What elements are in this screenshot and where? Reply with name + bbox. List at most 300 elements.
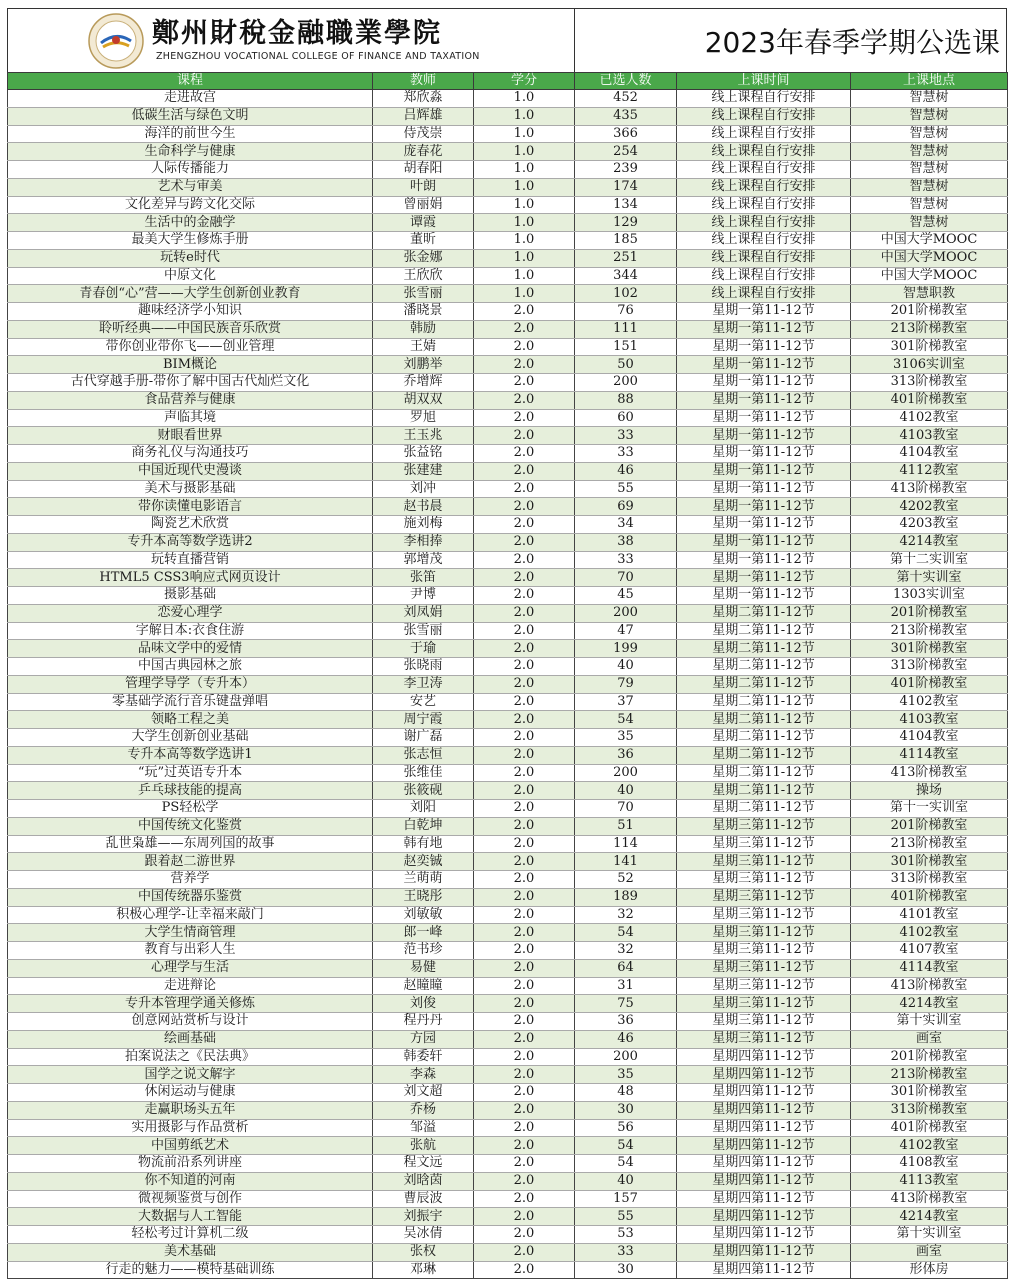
cell-teacher: 兰萌萌 <box>373 871 474 889</box>
school-name-en: ZHENGZHOU VOCATIONAL COLLEGE OF FINANCE AND TAXATION <box>156 50 480 62</box>
cell-teacher: 韩励 <box>373 320 474 338</box>
cell-course: “玩”过英语专升本 <box>8 764 373 782</box>
cell-enrolled: 46 <box>575 462 677 480</box>
table-row <box>8 516 1008 534</box>
cell-time: 线上课程自行安排 <box>677 232 851 250</box>
cell-enrolled: 34 <box>575 516 677 534</box>
cell-course: 走进故宫 <box>8 90 373 108</box>
cell-time: 星期一第11-12节 <box>677 498 851 516</box>
cell-credit: 1.0 <box>474 214 575 232</box>
cell-teacher: 张建建 <box>373 462 474 480</box>
cell-credit: 2.0 <box>474 409 575 427</box>
cell-time: 星期二第11-12节 <box>677 746 851 764</box>
cell-time: 线上课程自行安排 <box>677 196 851 214</box>
cell-course: 带你创业带你飞——创业管理 <box>8 338 373 356</box>
cell-teacher: 刘文超 <box>373 1084 474 1102</box>
cell-time: 星期二第11-12节 <box>677 658 851 676</box>
cell-credit: 2.0 <box>474 338 575 356</box>
cell-teacher: 邹溢 <box>373 1119 474 1137</box>
cell-course: 管理学导学（专升本） <box>8 675 373 693</box>
cell-enrolled: 79 <box>575 675 677 693</box>
cell-credit: 1.0 <box>474 196 575 214</box>
cell-course: 实用摄影与作品赏析 <box>8 1119 373 1137</box>
cell-location: 画室 <box>851 1030 1008 1048</box>
cell-teacher: 郎一峰 <box>373 924 474 942</box>
cell-credit: 2.0 <box>474 533 575 551</box>
cell-teacher: 刘冲 <box>373 480 474 498</box>
cell-course: 财眼看世界 <box>8 427 373 445</box>
cell-time: 线上课程自行安排 <box>677 107 851 125</box>
cell-credit: 2.0 <box>474 764 575 782</box>
cell-teacher: 韩有地 <box>373 835 474 853</box>
cell-course: 微视频鉴赏与创作 <box>8 1190 373 1208</box>
cell-location: 4214教室 <box>851 533 1008 551</box>
cell-enrolled: 45 <box>575 587 677 605</box>
cell-time: 线上课程自行安排 <box>677 143 851 161</box>
cell-enrolled: 52 <box>575 871 677 889</box>
cell-time: 星期三第11-12节 <box>677 1013 851 1031</box>
cell-enrolled: 54 <box>575 1137 677 1155</box>
cell-course: 低碳生活与绿色文明 <box>8 107 373 125</box>
table-row <box>8 711 1008 729</box>
cell-time: 星期三第11-12节 <box>677 835 851 853</box>
cell-course: 乒乓球技能的提高 <box>8 782 373 800</box>
cell-credit: 2.0 <box>474 871 575 889</box>
table-row <box>8 871 1008 889</box>
cell-credit: 1.0 <box>474 285 575 303</box>
cell-course: 专升本高等数学选讲1 <box>8 746 373 764</box>
cell-teacher: 王婧 <box>373 338 474 356</box>
cell-location: 第十实训室 <box>851 1013 1008 1031</box>
cell-location: 4104教室 <box>851 445 1008 463</box>
cell-time: 星期一第11-12节 <box>677 303 851 321</box>
cell-time: 星期三第11-12节 <box>677 977 851 995</box>
cell-course: 走赢职场头五年 <box>8 1101 373 1119</box>
cell-credit: 2.0 <box>474 569 575 587</box>
cell-credit: 2.0 <box>474 977 575 995</box>
cell-credit: 1.0 <box>474 178 575 196</box>
cell-enrolled: 344 <box>575 267 677 285</box>
cell-teacher: 刘凤娟 <box>373 604 474 622</box>
cell-teacher: 刘晗茵 <box>373 1172 474 1190</box>
cell-credit: 2.0 <box>474 1048 575 1066</box>
cell-enrolled: 36 <box>575 746 677 764</box>
cell-location: 第十实训室 <box>851 1226 1008 1244</box>
cell-time: 星期四第11-12节 <box>677 1066 851 1084</box>
cell-time: 星期一第11-12节 <box>677 391 851 409</box>
cell-enrolled: 38 <box>575 533 677 551</box>
cell-time: 星期三第11-12节 <box>677 995 851 1013</box>
cell-location: 智慧树 <box>851 90 1008 108</box>
cell-credit: 2.0 <box>474 1013 575 1031</box>
cell-credit: 1.0 <box>474 232 575 250</box>
cell-credit: 2.0 <box>474 729 575 747</box>
cell-credit: 2.0 <box>474 1261 575 1279</box>
cell-teacher: 刘俊 <box>373 995 474 1013</box>
table-row <box>8 853 1008 871</box>
cell-teacher: 刘阳 <box>373 800 474 818</box>
cell-location: 第十实训室 <box>851 569 1008 587</box>
cell-teacher: 方园 <box>373 1030 474 1048</box>
cell-enrolled: 40 <box>575 658 677 676</box>
cell-credit: 2.0 <box>474 1084 575 1102</box>
cell-location: 智慧树 <box>851 143 1008 161</box>
cell-time: 星期一第11-12节 <box>677 533 851 551</box>
table-row <box>8 427 1008 445</box>
school-name-cn: 鄭州財稅金融職業學院 <box>152 17 442 49</box>
cell-location: 形体房 <box>851 1261 1008 1279</box>
cell-credit: 2.0 <box>474 782 575 800</box>
table-row <box>8 498 1008 516</box>
cell-location: 301阶梯教室 <box>851 338 1008 356</box>
table-row <box>8 249 1008 267</box>
cell-location: 4102教室 <box>851 409 1008 427</box>
cell-teacher: 程文远 <box>373 1155 474 1173</box>
cell-enrolled: 114 <box>575 835 677 853</box>
cell-course: PS轻松学 <box>8 800 373 818</box>
cell-enrolled: 366 <box>575 125 677 143</box>
cell-course: 青春创“心”营——大学生创新创业教育 <box>8 285 373 303</box>
cell-location: 第十二实训室 <box>851 551 1008 569</box>
cell-credit: 1.0 <box>474 161 575 179</box>
cell-credit: 2.0 <box>474 551 575 569</box>
cell-enrolled: 151 <box>575 338 677 356</box>
cell-credit: 2.0 <box>474 374 575 392</box>
table-row <box>8 729 1008 747</box>
table-row <box>8 462 1008 480</box>
table-row <box>8 888 1008 906</box>
table-row <box>8 125 1008 143</box>
cell-location: 4102教室 <box>851 924 1008 942</box>
cell-course: 你不知道的河南 <box>8 1172 373 1190</box>
cell-enrolled: 76 <box>575 303 677 321</box>
cell-enrolled: 134 <box>575 196 677 214</box>
cell-teacher: 施刘梅 <box>373 516 474 534</box>
table-row <box>8 356 1008 374</box>
cell-teacher: 于瑜 <box>373 640 474 658</box>
table-row <box>8 374 1008 392</box>
cell-enrolled: 55 <box>575 1208 677 1226</box>
cell-location: 中国大学MOOC <box>851 267 1008 285</box>
table-header-row <box>8 73 1008 90</box>
cell-credit: 2.0 <box>474 658 575 676</box>
cell-credit: 2.0 <box>474 303 575 321</box>
cell-location: 201阶梯教室 <box>851 817 1008 835</box>
cell-course: 中国传统文化鉴赏 <box>8 817 373 835</box>
cell-enrolled: 452 <box>575 90 677 108</box>
cell-teacher: 胡春阳 <box>373 161 474 179</box>
cell-course: 中国传统器乐鉴赏 <box>8 888 373 906</box>
cell-teacher: 王欣欣 <box>373 267 474 285</box>
cell-credit: 2.0 <box>474 640 575 658</box>
cell-credit: 1.0 <box>474 249 575 267</box>
cell-credit: 2.0 <box>474 427 575 445</box>
cell-course: 恋爱心理学 <box>8 604 373 622</box>
cell-teacher: 曾丽娟 <box>373 196 474 214</box>
cell-enrolled: 47 <box>575 622 677 640</box>
cell-course: 美术基础 <box>8 1243 373 1261</box>
cell-enrolled: 35 <box>575 729 677 747</box>
cell-location: 413阶梯教室 <box>851 977 1008 995</box>
cell-enrolled: 54 <box>575 711 677 729</box>
cell-enrolled: 30 <box>575 1101 677 1119</box>
cell-time: 星期四第11-12节 <box>677 1190 851 1208</box>
cell-teacher: 邓琳 <box>373 1261 474 1279</box>
cell-course: 物流前沿系列讲座 <box>8 1155 373 1173</box>
table-row <box>8 1119 1008 1137</box>
cell-credit: 2.0 <box>474 888 575 906</box>
cell-course: 轻松考过计算机二级 <box>8 1226 373 1244</box>
cell-time: 星期一第11-12节 <box>677 462 851 480</box>
cell-credit: 2.0 <box>474 1226 575 1244</box>
cell-credit: 2.0 <box>474 480 575 498</box>
cell-enrolled: 200 <box>575 764 677 782</box>
cell-course: 字解日本:衣食住游 <box>8 622 373 640</box>
cell-location: 201阶梯教室 <box>851 1048 1008 1066</box>
cell-time: 星期四第11-12节 <box>677 1048 851 1066</box>
cell-course: 人际传播能力 <box>8 161 373 179</box>
cell-time: 星期一第11-12节 <box>677 427 851 445</box>
cell-teacher: 李卫涛 <box>373 675 474 693</box>
cell-time: 星期二第11-12节 <box>677 782 851 800</box>
table-row <box>8 1155 1008 1173</box>
table-body <box>8 90 1008 1279</box>
cell-time: 线上课程自行安排 <box>677 90 851 108</box>
cell-location: 4214教室 <box>851 995 1008 1013</box>
cell-location: 4103教室 <box>851 711 1008 729</box>
cell-location: 213阶梯教室 <box>851 835 1008 853</box>
cell-course: 生活中的金融学 <box>8 214 373 232</box>
cell-teacher: 张维佳 <box>373 764 474 782</box>
cell-credit: 2.0 <box>474 587 575 605</box>
cell-enrolled: 35 <box>575 1066 677 1084</box>
cell-location: 智慧树 <box>851 178 1008 196</box>
cell-course: 中国剪纸艺术 <box>8 1137 373 1155</box>
cell-credit: 2.0 <box>474 391 575 409</box>
table-row <box>8 924 1008 942</box>
cell-enrolled: 64 <box>575 959 677 977</box>
table-row <box>8 1030 1008 1048</box>
table-row <box>8 640 1008 658</box>
cell-course: 专升本高等数学选讲2 <box>8 533 373 551</box>
cell-credit: 2.0 <box>474 942 575 960</box>
cell-course: 艺术与审美 <box>8 178 373 196</box>
cell-course: 摄影基础 <box>8 587 373 605</box>
cell-teacher: 郑欣淼 <box>373 90 474 108</box>
cell-course: 专升本管理学通关修炼 <box>8 995 373 1013</box>
cell-enrolled: 32 <box>575 942 677 960</box>
cell-location: 4107教室 <box>851 942 1008 960</box>
cell-enrolled: 56 <box>575 1119 677 1137</box>
cell-teacher: 刘鹏举 <box>373 356 474 374</box>
cell-location: 4203教室 <box>851 516 1008 534</box>
cell-course: 趣味经济学小知识 <box>8 303 373 321</box>
cell-time: 星期一第11-12节 <box>677 569 851 587</box>
table-row <box>8 959 1008 977</box>
cell-course: 创意网站赏析与设计 <box>8 1013 373 1031</box>
table-row <box>8 232 1008 250</box>
table-row <box>8 1208 1008 1226</box>
cell-time: 星期一第11-12节 <box>677 516 851 534</box>
cell-enrolled: 141 <box>575 853 677 871</box>
cell-course: 心理学与生活 <box>8 959 373 977</box>
cell-time: 星期三第11-12节 <box>677 959 851 977</box>
cell-enrolled: 46 <box>575 1030 677 1048</box>
cell-location: 4114教室 <box>851 746 1008 764</box>
cell-time: 星期二第11-12节 <box>677 640 851 658</box>
cell-location: 4113教室 <box>851 1172 1008 1190</box>
cell-teacher: 乔杨 <box>373 1101 474 1119</box>
cell-location: 画室 <box>851 1243 1008 1261</box>
cell-course: 陶瓷艺术欣赏 <box>8 516 373 534</box>
table-row <box>8 764 1008 782</box>
cell-course: 国学之说文解字 <box>8 1066 373 1084</box>
cell-enrolled: 88 <box>575 391 677 409</box>
cell-teacher: 安艺 <box>373 693 474 711</box>
cell-time: 星期一第11-12节 <box>677 338 851 356</box>
table-row <box>8 533 1008 551</box>
cell-credit: 2.0 <box>474 445 575 463</box>
cell-enrolled: 200 <box>575 374 677 392</box>
cell-credit: 1.0 <box>474 90 575 108</box>
cell-location: 智慧树 <box>851 125 1008 143</box>
cell-time: 星期四第11-12节 <box>677 1261 851 1279</box>
cell-location: 4214教室 <box>851 1208 1008 1226</box>
cell-enrolled: 55 <box>575 480 677 498</box>
cell-teacher: 张志恒 <box>373 746 474 764</box>
cell-time: 线上课程自行安排 <box>677 125 851 143</box>
table-row <box>8 942 1008 960</box>
cell-teacher: 谢广磊 <box>373 729 474 747</box>
cell-course: 绘画基础 <box>8 1030 373 1048</box>
cell-teacher: 张益铭 <box>373 445 474 463</box>
cell-teacher: 张笛 <box>373 569 474 587</box>
cell-credit: 2.0 <box>474 1119 575 1137</box>
table-row <box>8 90 1008 108</box>
table-row <box>8 1084 1008 1102</box>
cell-enrolled: 69 <box>575 498 677 516</box>
cell-course: 零基础学流行音乐键盘弹唱 <box>8 693 373 711</box>
cell-enrolled: 199 <box>575 640 677 658</box>
cell-course: 领略工程之美 <box>8 711 373 729</box>
table-row <box>8 551 1008 569</box>
table-row <box>8 569 1008 587</box>
cell-enrolled: 111 <box>575 320 677 338</box>
cell-location: 4101教室 <box>851 906 1008 924</box>
cell-location: 213阶梯教室 <box>851 622 1008 640</box>
cell-time: 星期三第11-12节 <box>677 871 851 889</box>
cell-course: 中原文化 <box>8 267 373 285</box>
table-row <box>8 1226 1008 1244</box>
table-row <box>8 285 1008 303</box>
cell-time: 星期二第11-12节 <box>677 622 851 640</box>
cell-credit: 2.0 <box>474 1243 575 1261</box>
cell-credit: 2.0 <box>474 1030 575 1048</box>
table-row <box>8 1013 1008 1031</box>
cell-location: 401阶梯教室 <box>851 391 1008 409</box>
cell-time: 星期一第11-12节 <box>677 551 851 569</box>
cell-teacher: 董昕 <box>373 232 474 250</box>
cell-time: 星期一第11-12节 <box>677 445 851 463</box>
cell-time: 星期四第11-12节 <box>677 1137 851 1155</box>
cell-location: 4108教室 <box>851 1155 1008 1173</box>
cell-credit: 2.0 <box>474 693 575 711</box>
course-sheet <box>7 8 1007 1279</box>
cell-teacher: 韩委轩 <box>373 1048 474 1066</box>
cell-location: 4112教室 <box>851 462 1008 480</box>
cell-time: 星期三第11-12节 <box>677 942 851 960</box>
sheet-header <box>7 8 1007 72</box>
cell-time: 星期二第11-12节 <box>677 800 851 818</box>
table-row <box>8 675 1008 693</box>
cell-enrolled: 54 <box>575 924 677 942</box>
cell-location: 413阶梯教室 <box>851 480 1008 498</box>
cell-teacher: 刘敏敏 <box>373 906 474 924</box>
cell-teacher: 王玉兆 <box>373 427 474 445</box>
table-row <box>8 107 1008 125</box>
cell-teacher: 谭霞 <box>373 214 474 232</box>
table-row <box>8 782 1008 800</box>
table-row <box>8 604 1008 622</box>
cell-time: 星期四第11-12节 <box>677 1243 851 1261</box>
cell-credit: 2.0 <box>474 711 575 729</box>
cell-credit: 1.0 <box>474 143 575 161</box>
cell-enrolled: 185 <box>575 232 677 250</box>
table-row <box>8 835 1008 853</box>
cell-time: 星期二第11-12节 <box>677 693 851 711</box>
cell-enrolled: 200 <box>575 1048 677 1066</box>
cell-location: 301阶梯教室 <box>851 853 1008 871</box>
cell-enrolled: 70 <box>575 800 677 818</box>
cell-enrolled: 157 <box>575 1190 677 1208</box>
table-row <box>8 161 1008 179</box>
cell-teacher: 张筱砚 <box>373 782 474 800</box>
cell-time: 星期一第11-12节 <box>677 374 851 392</box>
cell-teacher: 白乾坤 <box>373 817 474 835</box>
cell-time: 星期二第11-12节 <box>677 711 851 729</box>
cell-location: 智慧树 <box>851 161 1008 179</box>
cell-time: 星期三第11-12节 <box>677 1030 851 1048</box>
cell-credit: 2.0 <box>474 320 575 338</box>
cell-credit: 2.0 <box>474 675 575 693</box>
cell-enrolled: 37 <box>575 693 677 711</box>
cell-course: 生命科学与健康 <box>8 143 373 161</box>
cell-time: 星期三第11-12节 <box>677 888 851 906</box>
cell-credit: 1.0 <box>474 107 575 125</box>
cell-teacher: 张权 <box>373 1243 474 1261</box>
cell-enrolled: 435 <box>575 107 677 125</box>
cell-time: 星期一第11-12节 <box>677 356 851 374</box>
cell-enrolled: 33 <box>575 551 677 569</box>
cell-course: HTML5 CSS3响应式网页设计 <box>8 569 373 587</box>
table-row <box>8 178 1008 196</box>
cell-location: 401阶梯教室 <box>851 888 1008 906</box>
cell-course: 休闲运动与健康 <box>8 1084 373 1102</box>
cell-enrolled: 30 <box>575 1261 677 1279</box>
table-row <box>8 995 1008 1013</box>
cell-course: 带你读懂电影语言 <box>8 498 373 516</box>
table-row <box>8 800 1008 818</box>
cell-location: 智慧树 <box>851 196 1008 214</box>
cell-credit: 1.0 <box>474 125 575 143</box>
cell-teacher: 易健 <box>373 959 474 977</box>
column-header-teacher: 教师 <box>373 73 474 90</box>
cell-location: 313阶梯教室 <box>851 374 1008 392</box>
cell-enrolled: 70 <box>575 569 677 587</box>
cell-time: 星期二第11-12节 <box>677 675 851 693</box>
cell-course: 玩转直播营销 <box>8 551 373 569</box>
cell-time: 线上课程自行安排 <box>677 161 851 179</box>
